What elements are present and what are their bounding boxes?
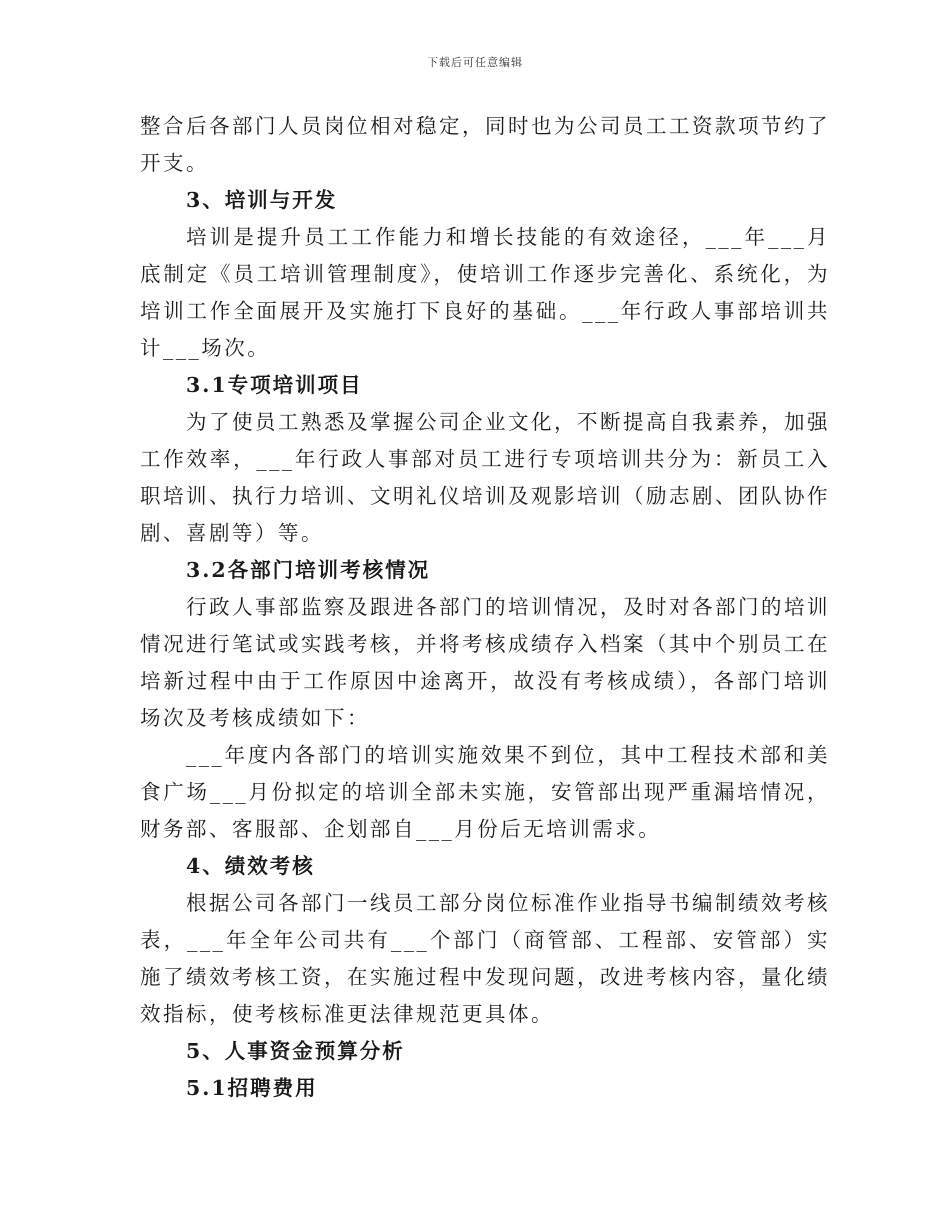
heading-special-training: 3.1专项培训项目 <box>186 373 363 397</box>
paragraph-training-effect: ___年度内各部门的培训实施效果不到位，其中工程技术部和美食广场___月份拟定的培训全部未实施，安管部出现严重漏培情况，财务部、客服部、企划部自___月份后无培训需求。 <box>140 743 830 841</box>
paragraph-staff-stability: 整合后各部门人员岗位相对稳定，同时也为公司员工工资款项节约了开支。 <box>140 114 830 175</box>
paragraph-performance-assessment: 根据公司各部门一线员工部分岗位标准作业指导书编制绩效考核表，___年全年公司共有___个部门（商管部、工程部、安管部）实施了绩效考核工资，在实施过程中发现问题，改进考核内容，量化绩效指标，使考核标准更法律规范更具体。 <box>140 891 830 1026</box>
document-body <box>140 108 830 1107</box>
heading-department-training-assessment: 3.2各部门培训考核情况 <box>186 558 431 582</box>
paragraph-training-intro: 培训是提升员工工作能力和增长技能的有效途径，___年___月底制定《员工培训管理制度》，使培训工作逐步完善化、系统化，为培训工作全面展开及实施打下良好的基础。___年行政人事部培训共计___场次。 <box>140 225 830 360</box>
heading-hr-budget-analysis: 5、人事资金预算分析 <box>186 1039 405 1063</box>
heading-recruitment-cost: 5.1招聘费用 <box>186 1076 318 1100</box>
header-note: 下载后可任意编辑 <box>427 56 523 69</box>
heading-performance-assessment: 4、绩效考核 <box>186 854 315 878</box>
heading-training-development: 3、培训与开发 <box>186 188 338 212</box>
paragraph-training-supervision: 行政人事部监察及跟进各部门的培训情况，及时对各部门的培训情况进行笔试或实践考核，并将考核成绩存入档案（其中个别员工在培新过程中由于工作原因中途离开，故没有考核成绩），各部门培训场次及考核成绩如下： <box>140 595 830 730</box>
paragraph-special-training: 为了使员工熟悉及掌握公司企业文化，不断提高自我素养，加强工作效率，___年行政人事部对员工进行专项培训共分为：新员工入职培训、执行力培训、文明礼仪培训及观影培训（励志剧、团队协作剧、喜剧等）等。 <box>140 410 830 545</box>
